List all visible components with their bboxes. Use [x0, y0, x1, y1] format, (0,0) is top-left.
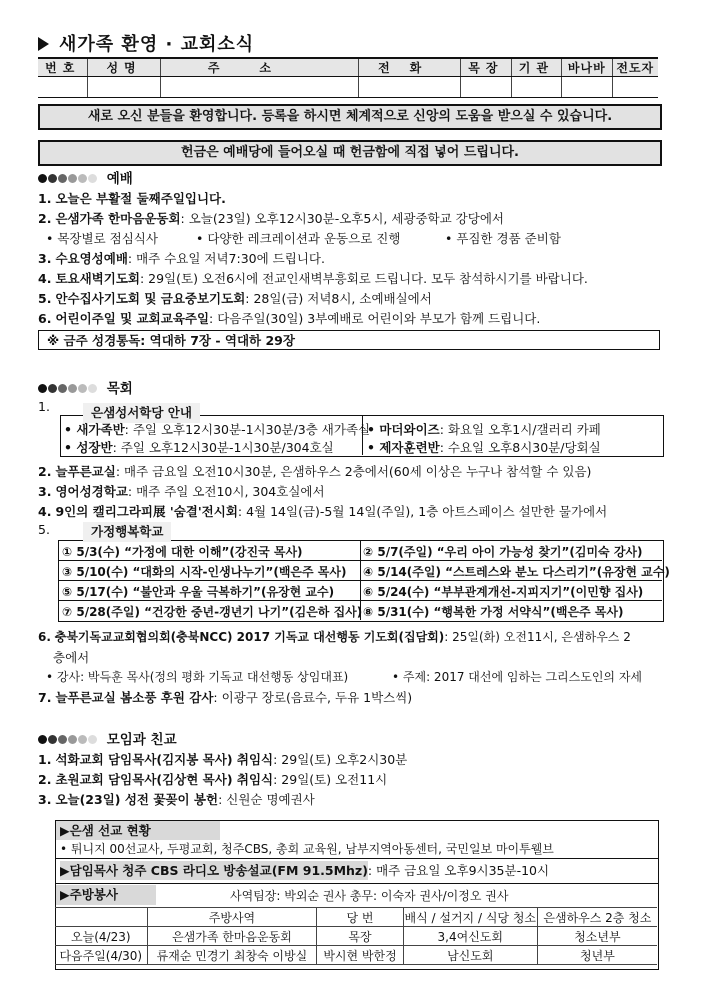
- worship-bullet-2: • 다양한 레크레이션과 운동으로 진행: [196, 231, 401, 246]
- pastoral-heading: [38, 377, 134, 397]
- dot-icon: [58, 384, 67, 393]
- service-cell: 목장: [317, 927, 403, 946]
- cell-label: • 새가족반: [64, 422, 125, 437]
- worship-item-1: [38, 189, 226, 207]
- entry-organization[interactable]: [511, 77, 561, 98]
- header-organization: 기관: [511, 58, 561, 77]
- divider: [55, 883, 659, 884]
- pastoral-heading-text: 목회: [106, 381, 133, 397]
- item-label: 9인의 캘리그라피展 '숨결'전시회: [55, 504, 238, 519]
- kitchen-service-table: [55, 907, 657, 965]
- worship-item-2: [38, 209, 504, 227]
- service-cell: 청소년부: [537, 927, 657, 946]
- item-number: 1.: [38, 191, 52, 206]
- item-label: 충북기독교교회협의회(충북NCC) 2017 기독교 대선행동 기도회(집담회): [54, 630, 445, 644]
- item-label: 안수집사기도회 및 금요중보기도회: [55, 291, 246, 306]
- service-cell: 3,4여신도회: [403, 927, 537, 946]
- pastoral-item-6-speaker: • 강사: 박득훈 목사(정의 평화 기독교 대선행동 상임대표): [46, 670, 349, 684]
- item-text: : 다음주일(30일) 3부예배로 어린이와 부모가 함께 드립니다.: [209, 311, 541, 326]
- item-number: 3.: [38, 792, 52, 807]
- header-barnabas: 바나바: [562, 58, 612, 77]
- pastoral-item-6: [38, 628, 631, 645]
- school-new-family: [64, 420, 370, 438]
- pastoral-item-2: [38, 462, 591, 480]
- item-number: 2.: [38, 464, 52, 479]
- page-title-text: 새가족 환영 · 교회소식: [59, 34, 255, 55]
- registration-table: [38, 57, 658, 98]
- header-cell-group: 목장: [461, 58, 511, 77]
- item-label: 은샘가족 한마음운동회: [55, 211, 181, 226]
- item-text: : 매주 금요일 오전10시30분, 은샘하우스 2층에서(60세 이상은 누구나 참석할 수 있음): [115, 464, 592, 479]
- item-label: 늘푸른교실 봄소풍 후원 감사: [55, 690, 214, 705]
- service-cell: 남신도회: [403, 946, 537, 965]
- item-number: 7.: [38, 690, 52, 705]
- divider: [58, 600, 662, 601]
- item-label: 토요새벽기도회: [55, 271, 140, 286]
- family-session-1: ① 5/3(수) “가정에 대한 이해”(강진국 목사): [62, 545, 303, 559]
- item-text: : 신원순 명예권사: [218, 792, 315, 807]
- family-session-6: ⑥ 5/24(수) “부부관계개선-지피지기”(이민향 집사): [363, 585, 644, 599]
- kitchen-service-heading: ▶주방봉사: [56, 885, 156, 905]
- radio-line: [56, 860, 549, 881]
- entry-barnabas[interactable]: [562, 77, 612, 98]
- item-number: 4.: [38, 271, 52, 286]
- cell-label: • 마더와이즈: [367, 422, 440, 437]
- header-phone: 전화: [359, 58, 461, 77]
- service-cell: 청년부: [537, 946, 657, 965]
- service-cell: 다음주일(4/30): [55, 946, 147, 965]
- header-number: 번호: [38, 58, 88, 77]
- school-motherwise: [367, 420, 601, 438]
- item-label: 수요영성예배: [55, 251, 128, 266]
- item-number: 2.: [38, 211, 52, 226]
- item-number: 5.: [38, 291, 52, 306]
- entry-cell-group[interactable]: [461, 77, 511, 98]
- cell-label: • 제자훈련반: [367, 440, 440, 455]
- item-label: 초원교회 담임목사(김상현 목사) 취임식: [55, 772, 274, 787]
- radio-text: : 매주 금요일 오후9시35분-10시: [367, 863, 550, 878]
- dot-icon: [88, 384, 97, 393]
- service-cell: 오늘(4/23): [55, 927, 147, 946]
- entry-number[interactable]: [38, 77, 88, 98]
- item-number: 3.: [38, 251, 52, 266]
- dot-icon: [68, 174, 77, 183]
- worship-bullet-3: • 푸짐한 경품 준비함: [445, 231, 561, 246]
- page-title: [38, 30, 254, 56]
- item-text: : 25일(화) 오전11시, 은샘하우스 2: [444, 630, 631, 644]
- item-number: 2.: [38, 772, 52, 787]
- service-header-row: [55, 908, 657, 927]
- cell-label: • 성장반: [64, 440, 113, 455]
- dot-icon: [48, 735, 57, 744]
- item-label: 늘푸른교실: [55, 464, 116, 479]
- dot-icon: [48, 384, 57, 393]
- family-session-2: ② 5/7(주일) “우리 아이 가능성 찾기”(김미숙 강사): [363, 545, 643, 559]
- family-session-7: ⑦ 5/28(주일) “건강한 중년-갱년기 나기”(김은하 집사): [62, 605, 363, 619]
- worship-item-5: [38, 289, 432, 307]
- pastoral-item-6-continued: 층에서: [53, 650, 90, 665]
- item-label: 영어성경학교: [55, 484, 128, 499]
- gathering-heading-text: 모임과 친교: [106, 732, 177, 748]
- pastoral-item-1-number: 1.: [38, 399, 50, 414]
- radio-heading: ▶담임목사 청주 CBS 라디오 방송설교(FM 91.5Mhz): [60, 863, 368, 878]
- item-text: 오늘은 부활절 둘째주일입니다.: [55, 191, 226, 206]
- header-evangelist: 전도자: [612, 58, 658, 77]
- item-number: 6.: [38, 630, 51, 644]
- family-session-5: ⑤ 5/17(수) “불안과 우울 극복하기”(유장현 교수): [62, 585, 335, 599]
- entry-address[interactable]: [160, 77, 359, 98]
- worship-item-6: [38, 309, 540, 327]
- dot-icon: [78, 735, 87, 744]
- worship-heading: [38, 167, 134, 187]
- family-session-4: ④ 5/14(주일) “스트레스와 분노 다스리기”(유장현 교수): [363, 565, 670, 579]
- cell-text: : 주일 오후12시30분-1시30분/3층 새가족실: [124, 422, 371, 437]
- dot-icon: [78, 384, 87, 393]
- offering-banner: 헌금은 예배당에 들어오실 때 헌금함에 직접 넣어 드립니다.: [38, 140, 662, 166]
- service-col-duty: 당 번: [317, 908, 403, 927]
- bible-school-title: 은샘성서학당 안내: [83, 403, 200, 423]
- service-row-next: [55, 946, 657, 965]
- pastoral-item-4: [38, 502, 607, 520]
- header-name: 성명: [88, 58, 160, 77]
- divider: [55, 858, 659, 859]
- dot-icon: [38, 384, 47, 393]
- cell-text: : 화요일 오후1시/갤러리 카페: [439, 422, 601, 437]
- pastoral-item-5-number: 5.: [38, 522, 50, 537]
- gathering-item-3: [38, 790, 315, 808]
- service-cell: 은샘가족 한마음운동회: [147, 927, 317, 946]
- dot-icon: [78, 174, 87, 183]
- mission-text: • 튀니지 00선교사, 두평교회, 청주CBS, 총회 교육원, 남부지역아동센터, 국민일보 마이투웰브: [60, 842, 554, 856]
- worship-heading-text: 예배: [106, 171, 133, 187]
- service-col-date: [55, 908, 147, 927]
- item-text: : 29일(토) 오후2시30분: [273, 752, 408, 767]
- kitchen-service-leaders: 사역팀장: 박외순 권사 총무: 이숙자 권사/이정오 권사: [230, 889, 509, 903]
- item-text: : 오늘(23일) 오후12시30분-오후5시, 세광중학교 강당에서: [180, 211, 504, 226]
- item-number: 6.: [38, 311, 52, 326]
- service-cell: 박시현 박한정: [317, 946, 403, 965]
- service-col-house-cleaning: 은샘하우스 2층 청소: [537, 908, 657, 927]
- item-text: : 28일(금) 저녁8시, 소예배실에서: [245, 291, 432, 306]
- item-text: : 29일(토) 오전6시에 전교인새벽부흥회로 드립니다. 모두 참석하시기를 바랍니다.: [139, 271, 588, 286]
- entry-name[interactable]: [88, 77, 160, 98]
- triangle-icon: [38, 37, 49, 51]
- registration-header-row: [38, 58, 658, 77]
- dot-icon: [68, 735, 77, 744]
- mission-heading: ▶은샘 선교 현황: [56, 821, 220, 840]
- entry-evangelist[interactable]: [612, 77, 658, 98]
- item-number: 4.: [38, 504, 52, 519]
- item-text: : 매주 주일 오전10시, 304호실에서: [127, 484, 325, 499]
- item-label: 오늘(23일) 성전 꽃꽂이 봉헌: [55, 792, 219, 807]
- dot-icon: [38, 174, 47, 183]
- gathering-item-2: [38, 770, 387, 788]
- item-text: : 4월 14일(금)-5월 14일(주일), 1층 아트스페이스 설만한 물가에서: [237, 504, 608, 519]
- header-address: 주소: [160, 58, 359, 77]
- service-row-today: [55, 927, 657, 946]
- school-growth: [64, 438, 334, 456]
- item-label: 석화교회 담임목사(김지봉 목사) 취임식: [55, 752, 274, 767]
- entry-phone[interactable]: [359, 77, 461, 98]
- family-school-title: 가정행복학교: [83, 522, 171, 542]
- worship-item-3: [38, 249, 325, 267]
- item-number: 3.: [38, 484, 52, 499]
- service-col-kitchen: 주방사역: [147, 908, 317, 927]
- pastoral-item-7: [38, 688, 412, 706]
- item-number: 1.: [38, 752, 52, 767]
- dot-icon: [38, 735, 47, 744]
- cell-text: : 수요일 오후8시30분/당회실: [439, 440, 601, 455]
- dot-icon: [68, 384, 77, 393]
- bible-reading-notice: ※ 금주 성경통독: 역대하 7장 - 역대하 29장: [38, 330, 660, 350]
- cell-text: : 주일 오후12시30분-1시30분/304호실: [112, 440, 334, 455]
- dot-icon: [58, 174, 67, 183]
- family-session-3: ③ 5/10(수) “대화의 시작-인생나누기”(백은주 목사): [62, 565, 347, 579]
- dot-icon: [88, 174, 97, 183]
- pastoral-item-3: [38, 482, 325, 500]
- dot-icon: [58, 735, 67, 744]
- worship-bullet-1: • 목장별로 점심식사: [46, 231, 158, 246]
- gathering-item-1: [38, 750, 407, 768]
- registration-entry-row: [38, 77, 658, 98]
- worship-item-4: [38, 269, 588, 287]
- divider: [58, 560, 662, 561]
- item-text: : 29일(토) 오전11시: [273, 772, 388, 787]
- service-cell: 류재순 민경기 최창숙 이방실: [147, 946, 317, 965]
- school-discipleship: [367, 438, 601, 456]
- welcome-banner: 새로 오신 분들을 환영합니다. 등록을 하시면 체계적으로 신앙의 도움을 받으실 수 있습니다.: [38, 104, 662, 130]
- gathering-heading: [38, 728, 178, 748]
- item-text: : 매주 수요일 저녁7:30에 드립니다.: [127, 251, 325, 266]
- dot-icon: [88, 735, 97, 744]
- divider: [58, 580, 662, 581]
- family-session-8: ⑧ 5/31(수) “행복한 가정 서약식”(백은주 목사): [363, 605, 624, 619]
- item-label: 어린이주일 및 교회교육주일: [55, 311, 210, 326]
- dot-icon: [48, 174, 57, 183]
- service-col-cleaning: 배식 / 설거지 / 식당 청소: [403, 908, 537, 927]
- pastoral-item-6-theme: • 주제: 2017 대선에 임하는 그리스도인의 자세: [392, 670, 643, 684]
- item-text: : 이광구 장로(음료수, 두유 1박스씩): [213, 690, 413, 705]
